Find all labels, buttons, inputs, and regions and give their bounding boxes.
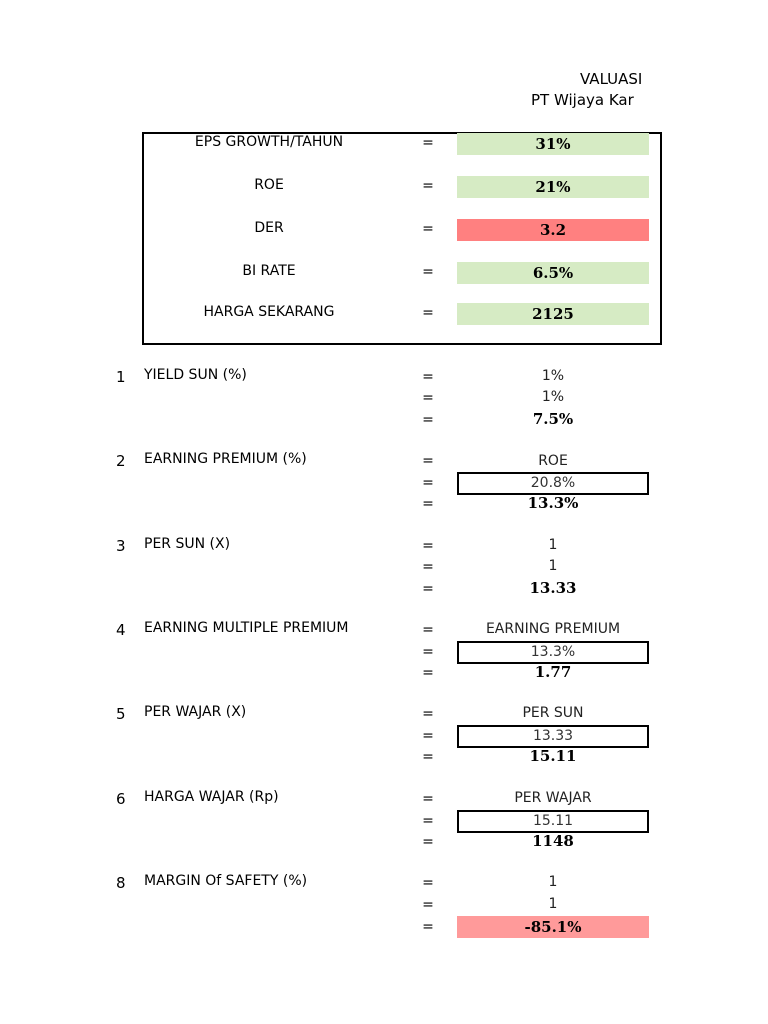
row-equals: = [422, 622, 434, 638]
row-equals: = [422, 706, 434, 722]
section-label-earning-multiple-premium: EARNING MULTIPLE PREMIUM [144, 620, 349, 636]
row-equals: = [422, 644, 434, 660]
section-label-margin-of-safety: MARGIN Of SAFETY (%) [144, 873, 308, 889]
param-label-harga-sekarang: HARGA SEKARANG [203, 304, 335, 320]
section-number: 6 [116, 790, 126, 808]
param-equals: = [422, 264, 434, 280]
margin-of-safety-result[interactable]: -85.1% [457, 916, 649, 938]
earning-premium-row-2[interactable]: 20.8% [457, 472, 649, 495]
per-wajar-row-2[interactable]: 13.33 [457, 725, 649, 748]
param-equals: = [422, 178, 434, 194]
harga-wajar-result[interactable]: 1148 [532, 832, 574, 850]
param-label-bi-rate: BI RATE [242, 263, 296, 279]
per-sun-row-1: 1 [548, 537, 558, 553]
param-value-harga-sekarang[interactable]: 2125 [457, 303, 649, 325]
row-equals: = [422, 369, 434, 385]
section-number: 8 [116, 874, 126, 892]
param-equals: = [422, 305, 434, 321]
param-value-eps-growth[interactable]: 31% [457, 133, 649, 155]
earning-multiple-premium-row-2[interactable]: 13.3% [457, 641, 649, 664]
row-equals: = [422, 475, 434, 491]
param-equals: = [422, 221, 434, 237]
param-value-roe[interactable]: 21% [457, 176, 649, 198]
yield-sun-row-2: 1% [541, 389, 565, 405]
row-equals: = [422, 791, 434, 807]
per-sun-result[interactable]: 13.33 [529, 579, 577, 597]
row-equals: = [422, 538, 434, 554]
row-equals: = [422, 813, 434, 829]
section-label-yield-sun: YIELD SUN (%) [144, 367, 247, 383]
earning-multiple-premium-result[interactable]: 1.77 [534, 663, 572, 681]
earning-premium-row-1: ROE [538, 453, 568, 469]
section-number: 4 [116, 621, 126, 639]
harga-wajar-row-1: PER WAJAR [514, 790, 592, 806]
row-equals: = [422, 834, 434, 850]
section-label-per-sun: PER SUN (X) [144, 536, 231, 552]
row-equals: = [422, 559, 434, 575]
earning-premium-result[interactable]: 13.3% [527, 494, 579, 512]
param-value-der[interactable]: 3.2 [457, 219, 649, 241]
margin-of-safety-row-1: 1 [548, 874, 558, 890]
section-number: 1 [116, 368, 126, 386]
yield-sun-row-1: 1% [541, 368, 565, 384]
row-equals: = [422, 390, 434, 406]
row-equals: = [422, 728, 434, 744]
row-equals: = [422, 581, 434, 597]
row-equals: = [422, 496, 434, 512]
earning-multiple-premium-row-1: EARNING PREMIUM [485, 621, 621, 637]
param-label-eps-growth: EPS GROWTH/TAHUN [194, 134, 344, 150]
section-number: 2 [116, 452, 126, 470]
row-equals: = [422, 919, 434, 935]
section-label-earning-premium: EARNING PREMIUM (%) [144, 451, 307, 467]
sheet-title: VALUASI [580, 70, 643, 88]
row-equals: = [422, 412, 434, 428]
section-label-harga-wajar: HARGA WAJAR (Rp) [144, 789, 279, 805]
per-wajar-row-1: PER SUN [522, 705, 584, 721]
row-equals: = [422, 749, 434, 765]
margin-of-safety-row-2: 1 [548, 896, 558, 912]
per-sun-row-2: 1 [548, 558, 558, 574]
per-wajar-result[interactable]: 15.11 [529, 747, 577, 765]
section-number: 3 [116, 537, 126, 555]
harga-wajar-row-2[interactable]: 15.11 [457, 810, 649, 833]
row-equals: = [422, 453, 434, 469]
row-equals: = [422, 897, 434, 913]
yield-sun-result[interactable]: 7.5% [532, 410, 574, 428]
row-equals: = [422, 875, 434, 891]
company-name: PT Wijaya Kar [531, 91, 634, 109]
param-value-bi-rate[interactable]: 6.5% [457, 262, 649, 284]
param-equals: = [422, 135, 434, 151]
row-equals: = [422, 665, 434, 681]
section-number: 5 [116, 705, 126, 723]
section-label-per-wajar: PER WAJAR (X) [144, 704, 247, 720]
param-label-der: DER [254, 220, 284, 236]
param-label-roe: ROE [254, 177, 284, 193]
